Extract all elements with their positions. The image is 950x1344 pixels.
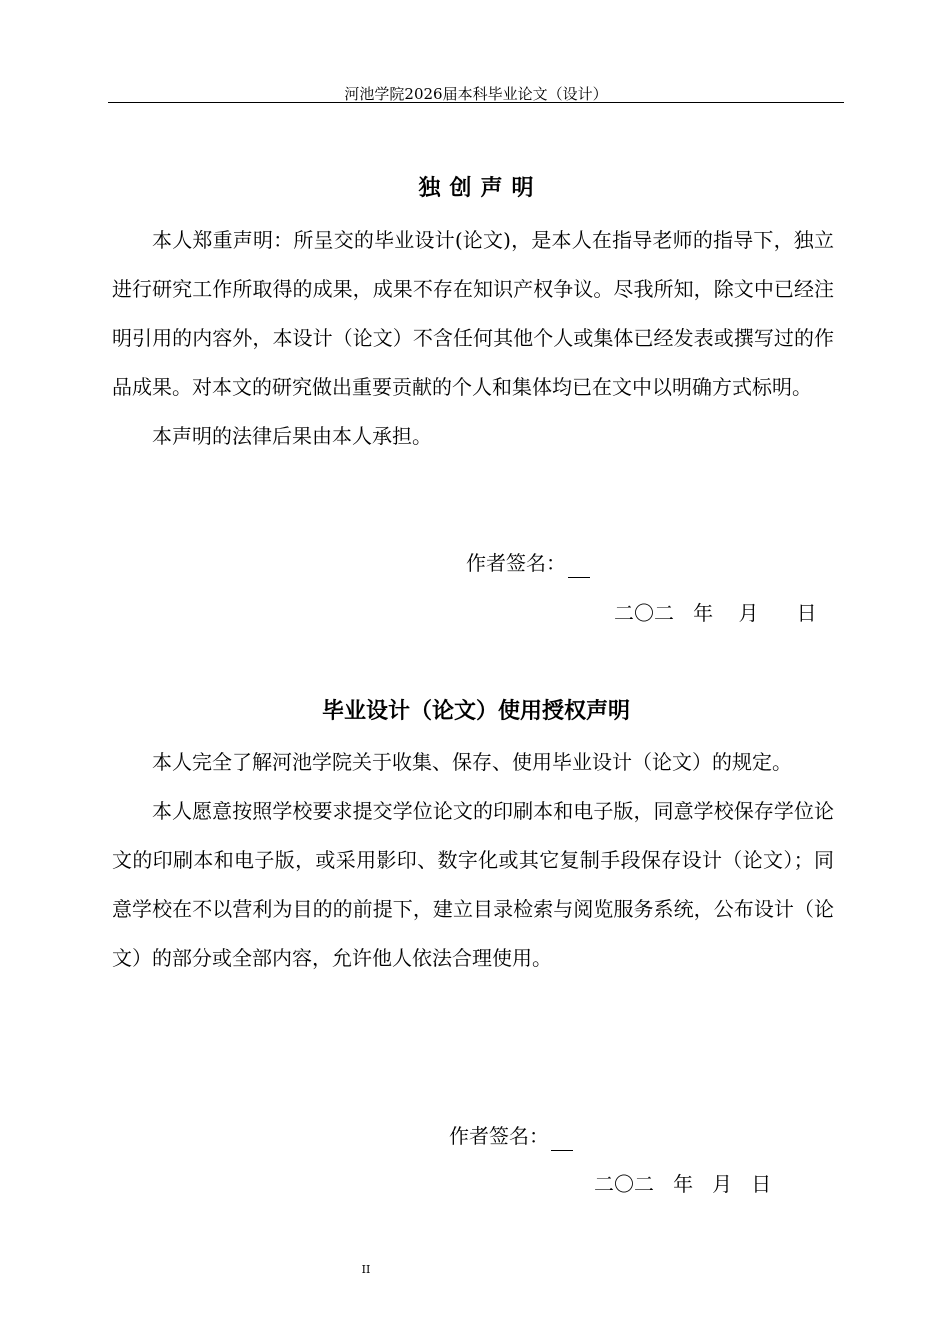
authorization-title: 毕业设计（论文）使用授权声明 <box>321 699 630 724</box>
authorization-date: 二〇二 年 月 日 <box>594 1172 772 1196</box>
signature-label: 作者签名： <box>466 551 566 575</box>
authorization-signature <box>449 1121 573 1151</box>
originality-body <box>112 216 834 461</box>
originality-paragraph-1: 本人郑重声明：所呈交的毕业设计(论文)，是本人在指导老师的指导下，独立进行研究工作所取得的成果，成果不存在知识产权争议。尽我所知，除文中已经注明引用的内容外，本设计（论文）不含任何其他个人或集体已经发表或撰写过的作品成果。对本文的研究做出重要贡献的个人和集体均已在文中以明确方式标明。 <box>112 228 834 399</box>
originality-title: 独创声明 <box>418 176 543 201</box>
originality-date: 二〇二 年 月 日 <box>614 601 817 625</box>
signature-blank <box>568 557 590 578</box>
header-rule <box>108 102 844 103</box>
originality-paragraph-2: 本声明的法律后果由本人承担。 <box>152 424 432 448</box>
authorization-body <box>112 738 834 983</box>
authorization-paragraph-1: 本人完全了解河池学院关于收集、保存、使用毕业设计（论文）的规定。 <box>152 750 792 774</box>
originality-signature <box>466 548 590 578</box>
signature-blank <box>551 1130 573 1151</box>
running-header: 河池学院2026届本科毕业论文（设计） <box>344 85 608 103</box>
page-number: II <box>361 1263 371 1276</box>
authorization-paragraph-2: 本人愿意按照学校要求提交学位论文的印刷本和电子版，同意学校保存学位论文的印刷本和电子版，或采用影印、数字化或其它复制手段保存设计（论文）；同意学校在不以营利为目的的前提下，建立目录检索与阅览服务系统，公布设计（论文）的部分或全部内容，允许他人依法合理使用。 <box>112 799 834 970</box>
signature-label: 作者签名： <box>449 1124 549 1148</box>
